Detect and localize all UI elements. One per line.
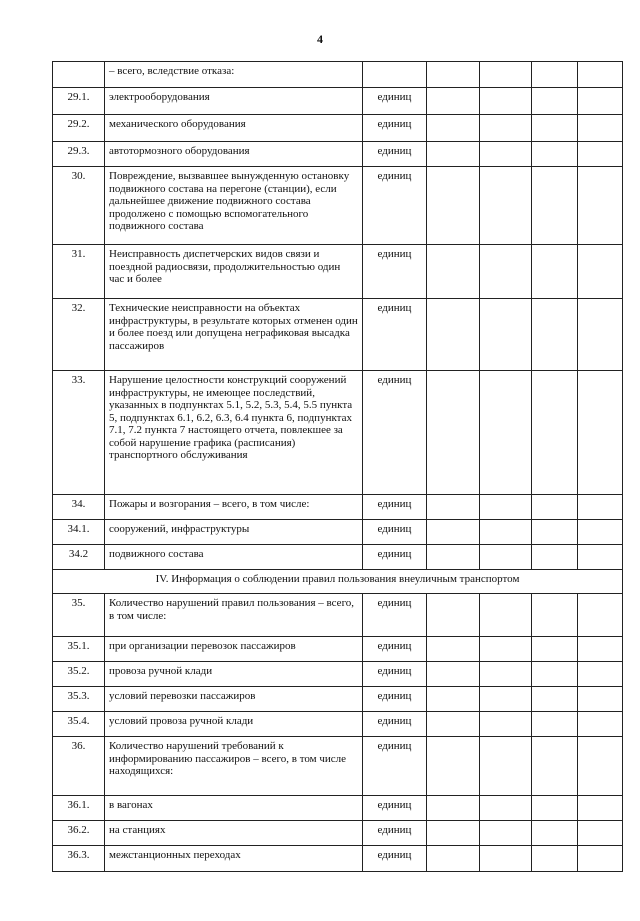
empty-value-cell — [427, 687, 480, 712]
row-number: 35. — [53, 594, 105, 637]
empty-value-cell — [480, 545, 532, 570]
table-row — [53, 142, 623, 167]
empty-value-cell — [427, 796, 480, 821]
empty-value-cell — [480, 495, 532, 520]
row-unit: единиц — [363, 594, 427, 637]
row-description: – всего, вследствие отказа: — [105, 62, 363, 88]
table-row — [53, 371, 623, 495]
row-unit: единиц — [363, 88, 427, 115]
row-description: провоза ручной клади — [105, 662, 363, 687]
empty-value-cell — [578, 637, 623, 662]
empty-value-cell — [480, 687, 532, 712]
empty-value-cell — [427, 545, 480, 570]
table-row — [53, 637, 623, 662]
empty-value-cell — [427, 167, 480, 245]
table-row — [53, 245, 623, 299]
empty-value-cell — [578, 167, 623, 245]
row-unit: единиц — [363, 687, 427, 712]
row-unit: единиц — [363, 712, 427, 737]
table-row — [53, 712, 623, 737]
row-number: 35.1. — [53, 637, 105, 662]
empty-value-cell — [427, 62, 480, 88]
row-description: условий перевозки пассажиров — [105, 687, 363, 712]
section-row-group — [53, 570, 623, 594]
row-unit: единиц — [363, 737, 427, 796]
empty-value-cell — [532, 495, 578, 520]
empty-value-cell — [532, 687, 578, 712]
empty-value-cell — [532, 846, 578, 872]
table-row — [53, 545, 623, 570]
row-description: межстанционных переходах — [105, 846, 363, 872]
row-number: 36. — [53, 737, 105, 796]
row-description: Количество нарушений требований к информированию пассажиров – всего, в том числе находящихся: — [105, 737, 363, 796]
empty-value-cell — [427, 142, 480, 167]
empty-value-cell — [427, 495, 480, 520]
empty-value-cell — [532, 594, 578, 637]
empty-value-cell — [532, 662, 578, 687]
row-unit: единиц — [363, 245, 427, 299]
empty-value-cell — [578, 796, 623, 821]
row-number: 35.4. — [53, 712, 105, 737]
row-description: Нарушение целостности конструкций сооружений инфраструктуры, не имеющее последствий, указанных в подпунктах 5.1, 5.2, 5.3, 5.4, 5.5 пункта 5, подпунктах 6.1, 6.2, 6.3, 6.4 пункта 6, подпунктах 7.1, 7.2 пункта 7 настоящего отчета, повлекшее за собой нарушение графика (расписания) транспортного обслуживания — [105, 371, 363, 495]
row-description: электрооборудования — [105, 88, 363, 115]
empty-value-cell — [427, 712, 480, 737]
table-row — [53, 115, 623, 142]
empty-value-cell — [578, 737, 623, 796]
row-unit: единиц — [363, 167, 427, 245]
empty-value-cell — [578, 142, 623, 167]
row-number: 29.1. — [53, 88, 105, 115]
row-description: Технические неисправности на объектах инфраструктуры, в результате которых отменен один и более поезд или допущена неграфиковая высадка пассажиров — [105, 299, 363, 371]
row-description: при организации перевозок пассажиров — [105, 637, 363, 662]
row-description: Повреждение, вызвавшее вынужденную остановку подвижного состава на перегоне (станции), если дальнейшее движение подвижного состава продолжено с помощью вспомогательного подвижного состава — [105, 167, 363, 245]
empty-value-cell — [427, 520, 480, 545]
row-unit: единиц — [363, 371, 427, 495]
empty-value-cell — [578, 846, 623, 872]
table-row — [53, 594, 623, 637]
empty-value-cell — [427, 88, 480, 115]
page-number: 4 — [317, 32, 323, 46]
empty-value-cell — [427, 737, 480, 796]
empty-value-cell — [427, 594, 480, 637]
section-header-row — [53, 570, 623, 594]
empty-value-cell — [532, 737, 578, 796]
empty-value-cell — [532, 371, 578, 495]
empty-value-cell — [578, 687, 623, 712]
row-description: Неисправность диспетчерских видов связи и поездной радиосвязи, продолжительностью один час и более — [105, 245, 363, 299]
row-unit: единиц — [363, 115, 427, 142]
table-row — [53, 737, 623, 796]
row-unit: единиц — [363, 495, 427, 520]
empty-value-cell — [480, 520, 532, 545]
empty-value-cell — [480, 637, 532, 662]
empty-value-cell — [578, 712, 623, 737]
row-number: 36.3. — [53, 846, 105, 872]
empty-value-cell — [532, 520, 578, 545]
table-row — [53, 846, 623, 872]
row-number: 34. — [53, 495, 105, 520]
row-number — [53, 62, 105, 88]
empty-value-cell — [480, 821, 532, 846]
empty-value-cell — [578, 545, 623, 570]
row-unit: единиц — [363, 545, 427, 570]
table-row — [53, 167, 623, 245]
row-number: 36.1. — [53, 796, 105, 821]
empty-value-cell — [578, 520, 623, 545]
table-row — [53, 495, 623, 520]
row-unit — [363, 62, 427, 88]
empty-value-cell — [578, 662, 623, 687]
empty-value-cell — [480, 142, 532, 167]
row-number: 31. — [53, 245, 105, 299]
empty-value-cell — [532, 299, 578, 371]
row-number: 33. — [53, 371, 105, 495]
row-unit: единиц — [363, 637, 427, 662]
row-unit: единиц — [363, 299, 427, 371]
empty-value-cell — [480, 594, 532, 637]
empty-value-cell — [578, 299, 623, 371]
table-body-after-section — [53, 594, 623, 872]
empty-value-cell — [578, 115, 623, 142]
empty-value-cell — [532, 167, 578, 245]
empty-value-cell — [427, 299, 480, 371]
empty-value-cell — [427, 662, 480, 687]
row-unit: единиц — [363, 662, 427, 687]
row-description: в вагонах — [105, 796, 363, 821]
row-number: 35.3. — [53, 687, 105, 712]
table-row — [53, 662, 623, 687]
empty-value-cell — [427, 245, 480, 299]
empty-value-cell — [480, 62, 532, 88]
row-unit: единиц — [363, 821, 427, 846]
empty-value-cell — [578, 88, 623, 115]
row-number: 36.2. — [53, 821, 105, 846]
row-number: 32. — [53, 299, 105, 371]
empty-value-cell — [480, 796, 532, 821]
row-unit: единиц — [363, 846, 427, 872]
table-row — [53, 299, 623, 371]
row-description: сооружений, инфраструктуры — [105, 520, 363, 545]
empty-value-cell — [480, 371, 532, 495]
empty-value-cell — [532, 821, 578, 846]
empty-value-cell — [480, 115, 532, 142]
empty-value-cell — [480, 245, 532, 299]
row-number: 30. — [53, 167, 105, 245]
empty-value-cell — [578, 245, 623, 299]
empty-value-cell — [532, 637, 578, 662]
empty-value-cell — [532, 115, 578, 142]
empty-value-cell — [578, 62, 623, 88]
empty-value-cell — [532, 88, 578, 115]
empty-value-cell — [480, 737, 532, 796]
empty-value-cell — [578, 594, 623, 637]
empty-value-cell — [532, 62, 578, 88]
report-table — [52, 61, 623, 872]
row-number: 34.2 — [53, 545, 105, 570]
row-unit: единиц — [363, 796, 427, 821]
row-unit: единиц — [363, 142, 427, 167]
empty-value-cell — [578, 495, 623, 520]
empty-value-cell — [578, 821, 623, 846]
empty-value-cell — [427, 821, 480, 846]
empty-value-cell — [532, 796, 578, 821]
table-row — [53, 687, 623, 712]
empty-value-cell — [480, 167, 532, 245]
empty-value-cell — [480, 88, 532, 115]
table-row — [53, 520, 623, 545]
row-number: 35.2. — [53, 662, 105, 687]
empty-value-cell — [480, 299, 532, 371]
row-description: механического оборудования — [105, 115, 363, 142]
row-description: Количество нарушений правил пользования – всего, в том числе: — [105, 594, 363, 637]
section-title: IV. Информация о соблюдении правил пользования внеуличным транспортом — [53, 570, 623, 594]
row-number: 34.1. — [53, 520, 105, 545]
empty-value-cell — [578, 371, 623, 495]
empty-value-cell — [427, 371, 480, 495]
empty-value-cell — [532, 142, 578, 167]
table-row — [53, 821, 623, 846]
row-unit: единиц — [363, 520, 427, 545]
empty-value-cell — [427, 846, 480, 872]
row-description: на станциях — [105, 821, 363, 846]
row-number: 29.3. — [53, 142, 105, 167]
empty-value-cell — [480, 712, 532, 737]
empty-value-cell — [532, 712, 578, 737]
table-row — [53, 62, 623, 88]
empty-value-cell — [427, 115, 480, 142]
row-description: Пожары и возгорания – всего, в том числе: — [105, 495, 363, 520]
row-number: 29.2. — [53, 115, 105, 142]
row-description: условий провоза ручной клади — [105, 712, 363, 737]
empty-value-cell — [532, 545, 578, 570]
empty-value-cell — [480, 846, 532, 872]
table-row — [53, 88, 623, 115]
empty-value-cell — [480, 662, 532, 687]
row-description: подвижного состава — [105, 545, 363, 570]
table-body-before-section — [53, 62, 623, 570]
empty-value-cell — [532, 245, 578, 299]
empty-value-cell — [427, 637, 480, 662]
row-description: автотормозного оборудования — [105, 142, 363, 167]
table-row — [53, 796, 623, 821]
